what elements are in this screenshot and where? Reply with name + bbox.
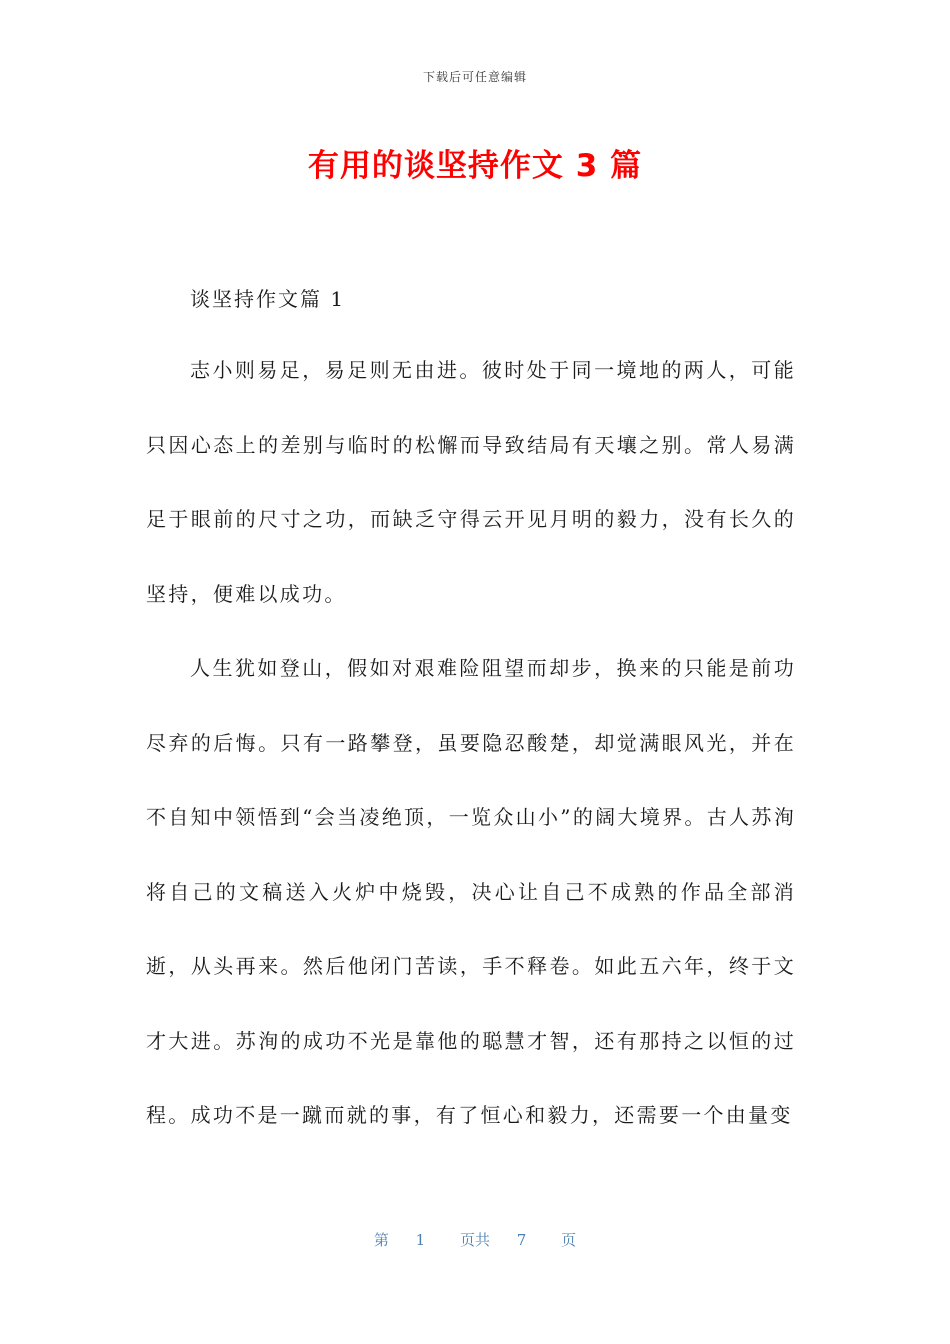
footer-suffix: 页	[561, 1231, 577, 1249]
paragraph-2: 人生犹如登山，假如对艰难险阻望而却步，换来的只能是前功尽弃的后悔。只有一路攀登，虽要隐忍酸楚，却觉满眼风光，并在不自知中领悟到“会当凌绝顶，一览众山小”的阔大境界。古人苏洵将自己的文稿送入火炉中烧毁，决心让自己不成熟的作品全部消逝，从头再来。然后他闭门苦读，手不释卷。如此五六年，终于文才大进。苏洵的成功不光是靠他的聪慧才智，还有那持之以恒的过程。成功不是一蹴而就的事，有了恒心和毅力，还需要一个由量变	[146, 656, 796, 1127]
section-heading: 谈坚持作文篇 1	[190, 287, 346, 311]
footer-mid: 页共	[459, 1231, 490, 1249]
footer-current-page: 1	[415, 1231, 426, 1249]
header-note: 下载后可任意编辑	[422, 70, 527, 84]
footer-total-pages: 7	[516, 1231, 527, 1249]
paragraph-1: 志小则易足，易足则无由进。彼时处于同一境地的两人，可能只因心态上的差别与临时的松懈而导致结局有天壤之别。常人易满足于眼前的尺寸之功，而缺乏守得云开见月明的毅力，没有长久的坚持，便难以成功。	[146, 358, 796, 606]
document-title: 有用的谈坚持作文 3 篇	[307, 148, 643, 184]
footer-prefix: 第	[373, 1231, 389, 1249]
page-footer	[0, 1229, 950, 1250]
